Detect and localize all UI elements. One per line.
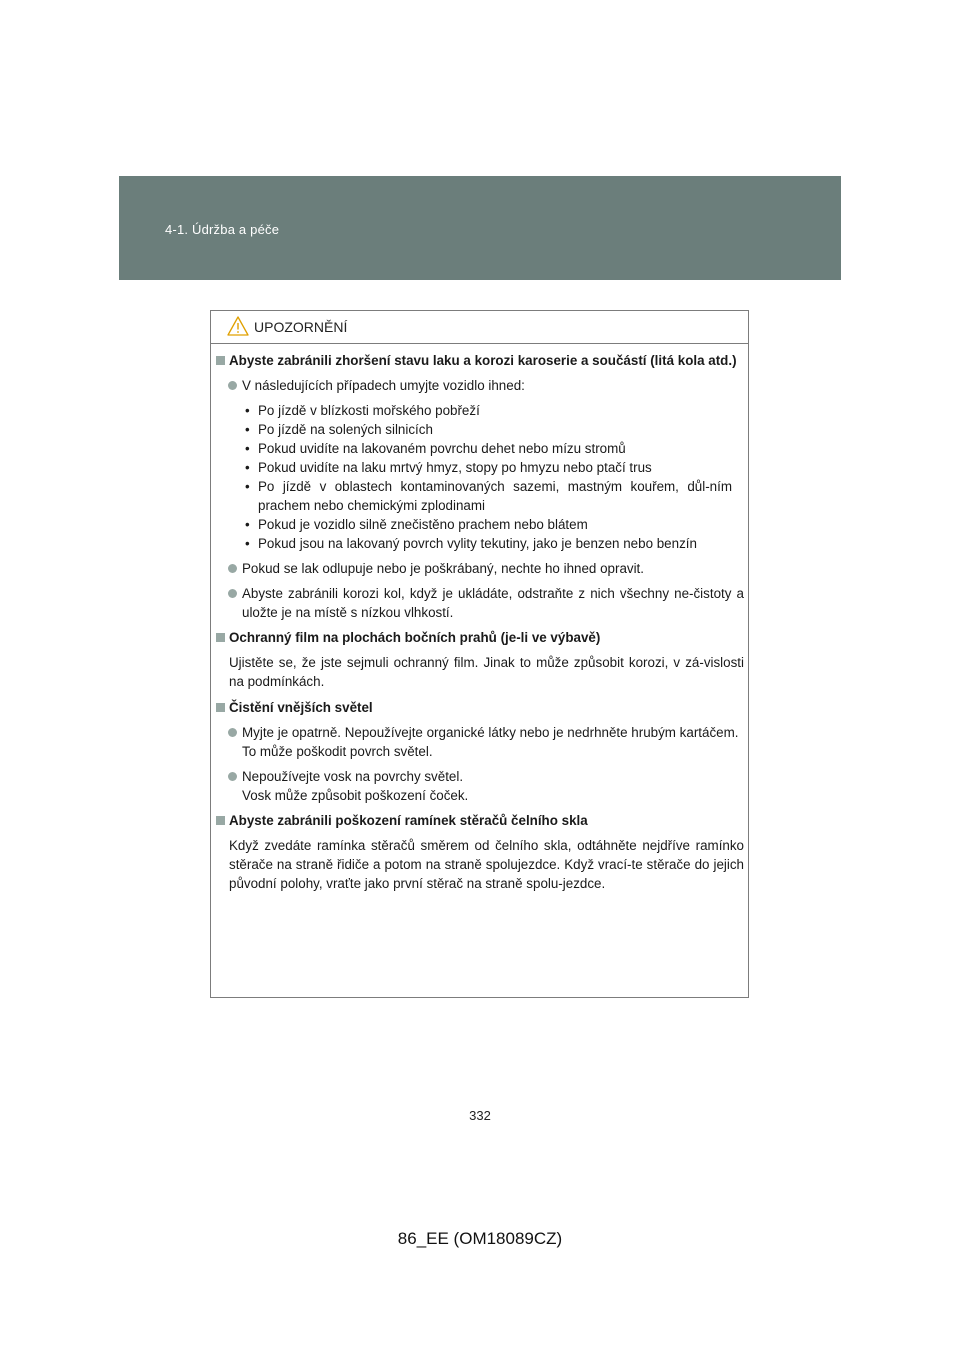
square-bullet-icon [216,816,225,825]
list-item-text: Pokud je vozidlo silně znečistěno prachem nebo blátem [258,517,588,532]
section-title: Čistění vnějších světel [229,700,373,715]
circle-item [215,584,744,622]
bullet-icon: • [245,479,250,494]
warning-body [215,351,744,900]
section-title: Ochranný film na plochách bočních prahů (je-li ve výbavě) [229,630,601,645]
circle-item [215,767,744,805]
list-item-text: Po jízdě na solených silnicích [258,422,433,437]
circle-item [215,559,744,578]
section-wiper-arms [215,811,744,830]
circle-bullet-icon [228,728,237,737]
section-paragraph: Když zvedáte ramínka stěračů směrem od čelního skla, odtáhněte nejdříve ramínko stěrače na straně řidiče a potom na straně spolujezdce. Když vrací-te stěrače do jejich původní polohy, vraťte jako první stěrač na straně spolu-jezdce. [229,838,744,891]
bullet-icon: • [245,422,250,437]
bullet-icon: • [245,403,250,418]
section-title: Abyste zabránili poškození ramínek stěračů čelního skla [229,813,588,828]
circle-item-text-2: To může poškodit povrch světel. [242,744,433,759]
list-item [215,401,744,420]
warning-header [211,311,748,344]
list-item [215,439,744,458]
list-item [215,458,744,477]
section-title: 4-1. Údržba a péče [165,222,280,237]
circle-bullet-icon [228,589,237,598]
section-paragraph: Ujistěte se, že jste sejmuli ochranný film. Jinak to může způsobit korozi, v zá-vislosti na podmínkách. [229,655,744,689]
list-item-text: Pokud uvidíte na lakovaném povrchu dehet nebo mízu stromů [258,441,626,456]
bullet-icon: • [245,460,250,475]
circle-item [215,376,744,395]
page-number: 332 [469,1108,491,1123]
list-item-text: Po jízdě v oblastech kontaminovaných sazemi, mastným kouřem, důl-ním prachem nebo chemickými zplodinami [258,479,732,513]
circle-item [215,723,744,761]
warning-box [210,310,749,998]
bullet-icon: • [245,517,250,532]
list-item [215,477,744,515]
section-title: Abyste zabránili zhoršení stavu laku a korozi karoserie a součástí (litá kola atd.) [229,353,737,368]
list-item-text: Pokud jsou na lakovaný povrch vylity tekutiny, jako je benzen nebo benzín [258,536,697,551]
list-item [215,515,744,534]
section-paint-corrosion [215,351,744,370]
circle-item-text: Nepoužívejte vosk na povrchy světel. [242,769,464,784]
section-protective-film [215,628,744,647]
list-item-text: Pokud uvidíte na laku mrtvý hmyz, stopy po hmyzu nebo ptačí trus [258,460,652,475]
circle-bullet-icon [228,564,237,573]
warning-triangle-icon [227,316,249,336]
circle-item-text: Abyste zabránili korozi kol, když je ukládáte, odstraňte z nich všechny ne-čistoty a uložte je na místě s nízkou vlhkostí. [242,586,744,620]
circle-item-text: Pokud se lak odlupuje nebo je poškrábaný, nechte ho ihned opravit. [242,561,645,576]
list-item-text: Po jízdě v blízkosti mořského pobřeží [258,403,480,418]
circle-item-text: Myjte je opatrně. Nepoužívejte organické látky nebo je nedrhněte hrubým kartáčem. [242,725,739,740]
section-header-band [119,176,841,280]
square-bullet-icon [216,356,225,365]
circle-item-text: V následujících případech umyjte vozidlo ihned: [242,378,525,393]
section-exterior-lights [215,698,744,717]
circle-bullet-icon [228,772,237,781]
circle-bullet-icon [228,381,237,390]
bullet-icon: • [245,441,250,456]
list-item [215,420,744,439]
list-item [215,534,744,553]
footer-code: 86_EE (OM18089CZ) [397,1229,563,1248]
warning-label: UPOZORNĚNÍ [254,319,348,335]
square-bullet-icon [216,703,225,712]
bullet-icon: • [245,536,250,551]
circle-item-text-2: Vosk může způsobit poškození čoček. [242,788,469,803]
square-bullet-icon [216,633,225,642]
bullet-list [215,401,744,553]
